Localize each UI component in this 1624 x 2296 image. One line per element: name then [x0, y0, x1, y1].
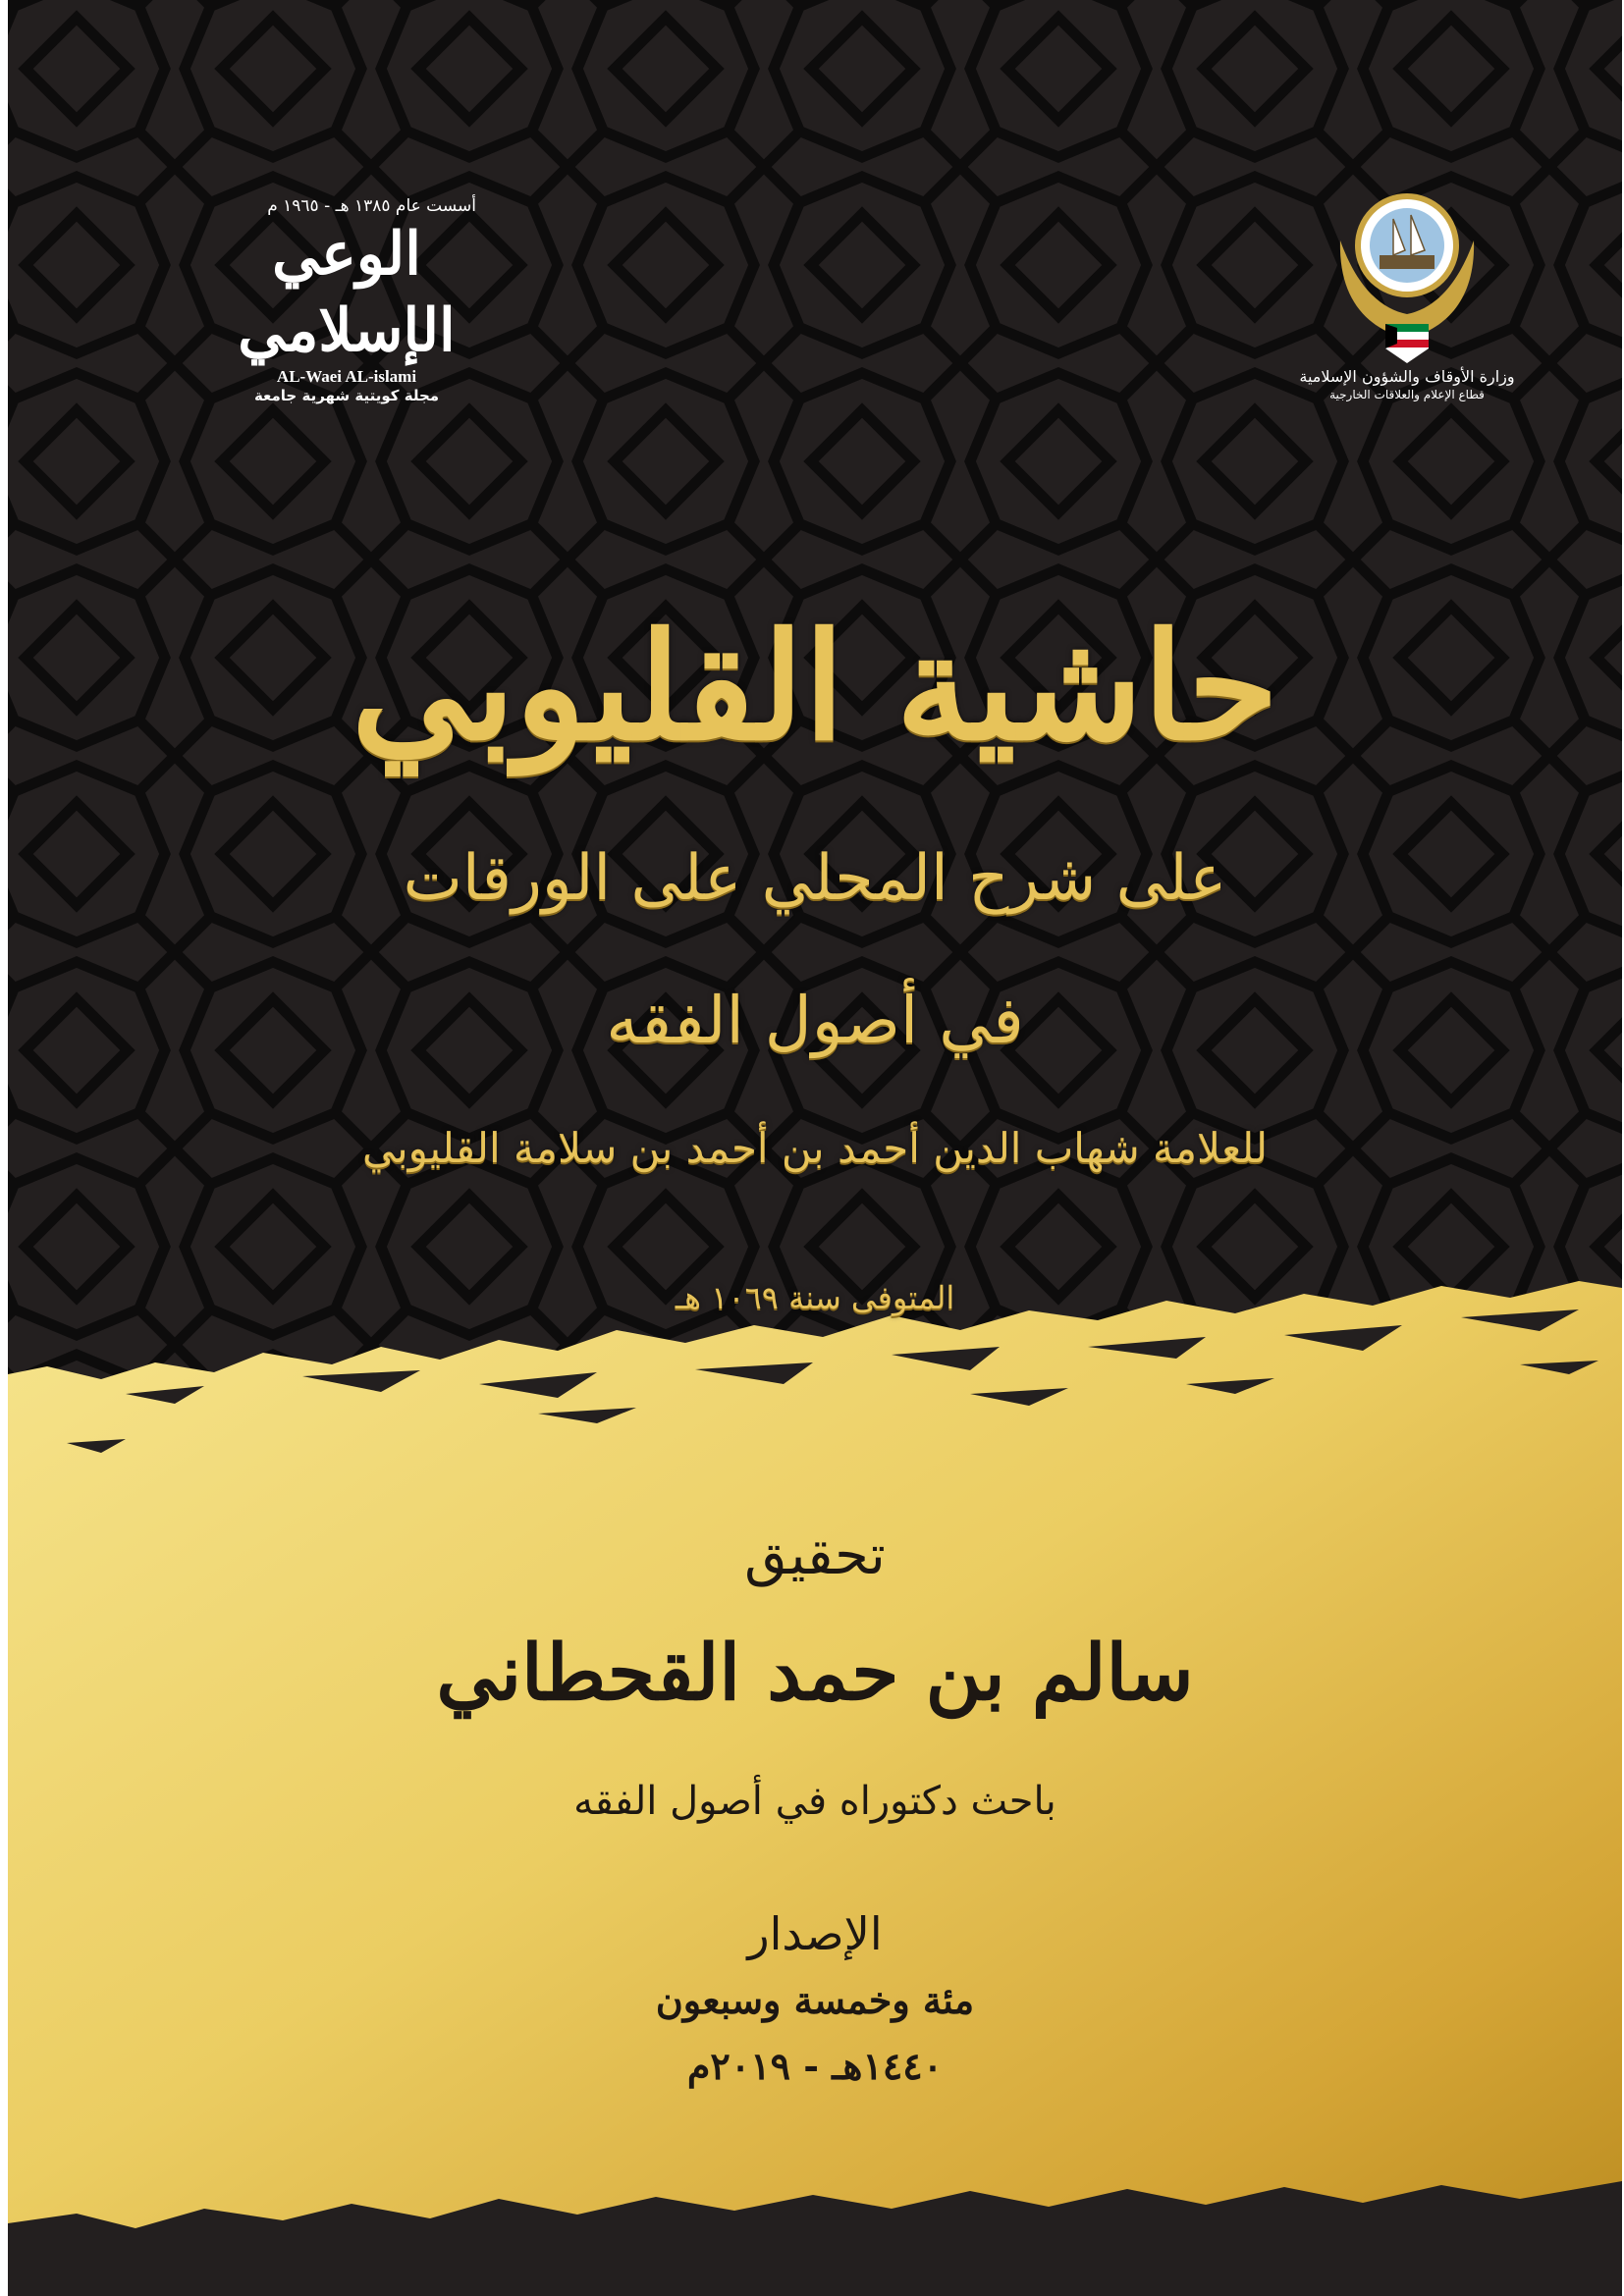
book-subtitle-1: على شرح المحلي على الورقات	[403, 842, 1227, 915]
book-title: حاشية القليوبي	[351, 601, 1279, 774]
editor-name: سالم بن حمد القحطاني	[436, 1629, 1194, 1718]
edition-date: ١٤٤٠هـ - ٢٠١٩م	[686, 2044, 944, 2088]
book-cover	[8, 0, 1622, 2296]
editor-label: تحقيق	[744, 1523, 886, 1587]
emblem-spacer	[1294, 196, 1520, 363]
magazine-logo	[189, 196, 504, 404]
magazine-tagline: مجلة كويتية شهرية جامعة	[253, 387, 440, 404]
editor-role: باحث دكتوراه في أصول الفقه	[573, 1779, 1056, 1824]
author-death: المتوفى سنة ١٠٦٩ هـ	[675, 1279, 955, 1316]
book-subtitle-2: في أصول الفقه	[606, 983, 1024, 1058]
edition-label: الإصدار	[747, 1907, 883, 1960]
ministry-sector: قطاع الإعلام والعلاقات الخارجية	[1329, 388, 1485, 401]
ministry-block	[1294, 196, 1520, 401]
book-author: للعلامة شهاب الدين أحمد بن أحمد بن سلامة القليوبي	[361, 1124, 1269, 1172]
magazine-name: الوعي الإسلامي	[238, 220, 456, 365]
magazine-founded: أسست عام ١٣٨٥ هـ - ١٩٦٥ م	[267, 196, 476, 216]
magazine-name-latin: AL-Waei AL-islami	[276, 367, 417, 386]
ministry-name: وزارة الأوقاف والشؤون الإسلامية	[1299, 367, 1515, 386]
edition-number: مئة وخمسة وسبعون	[655, 1978, 975, 2022]
